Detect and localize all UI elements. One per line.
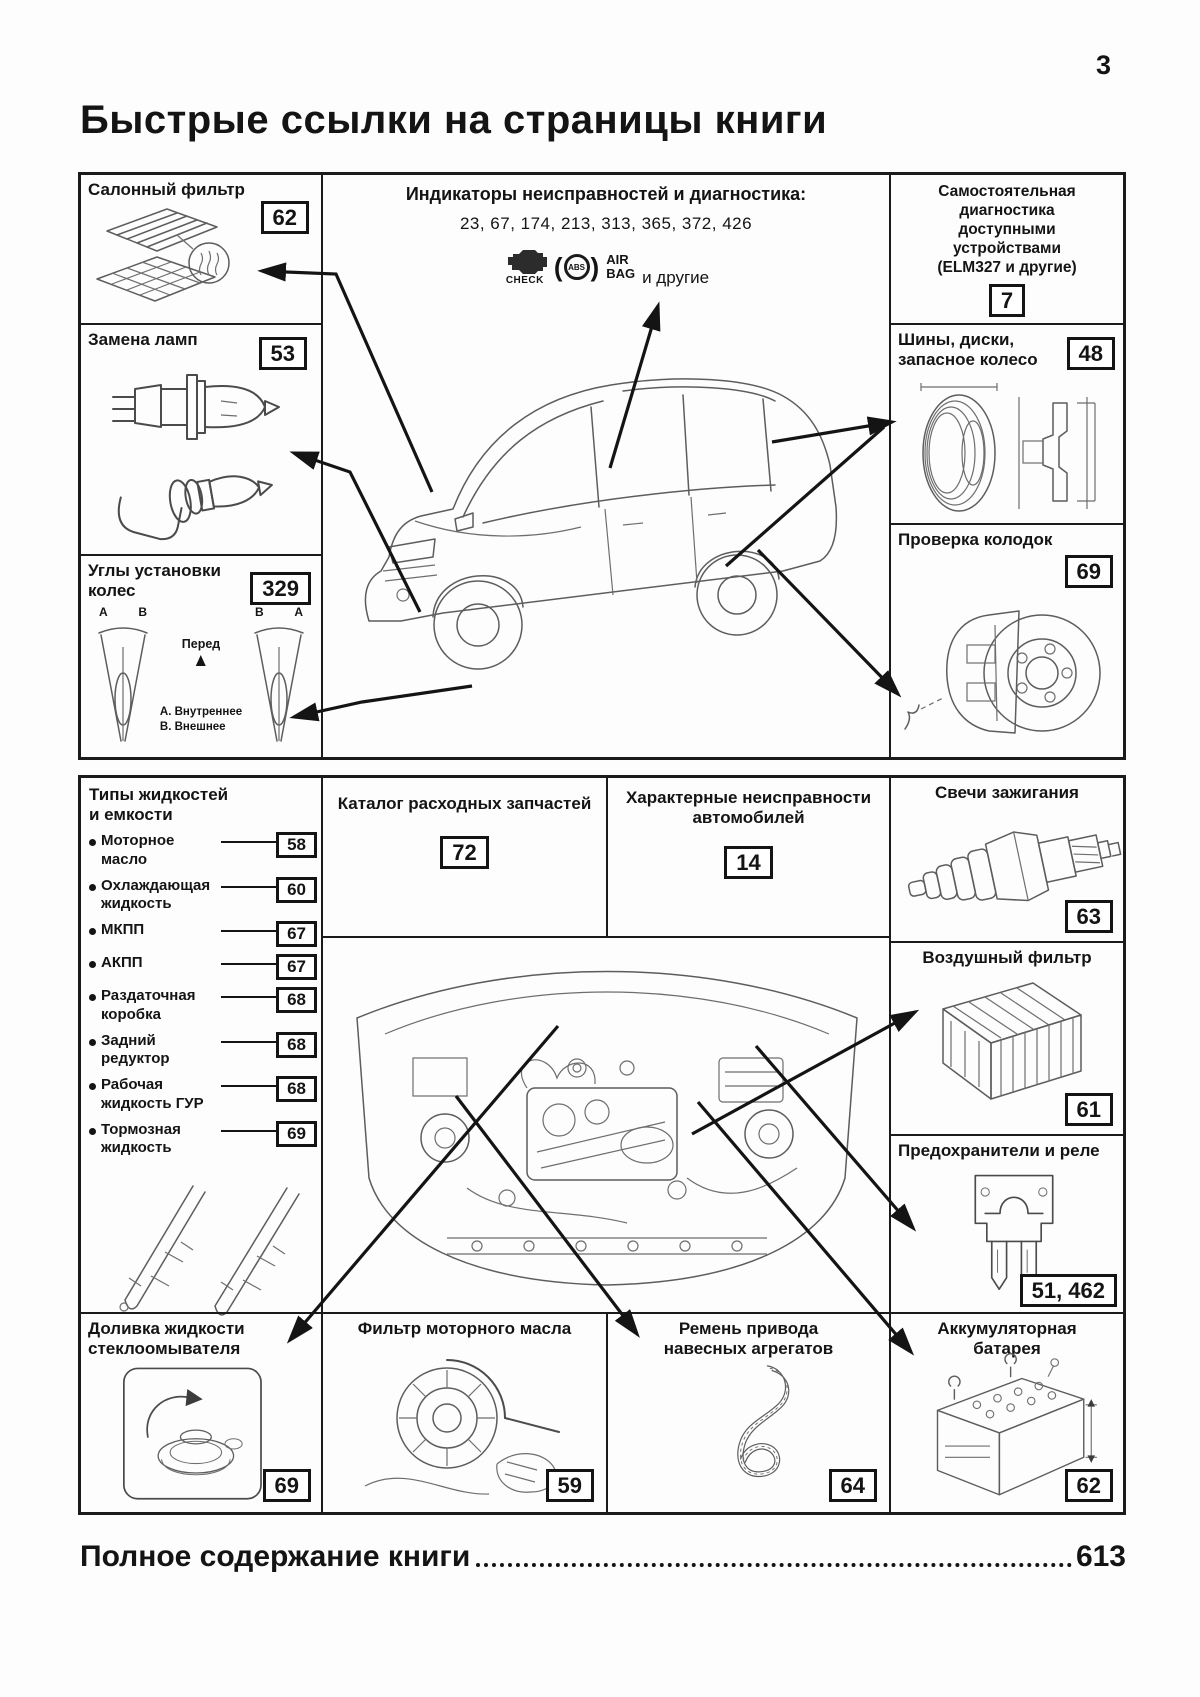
abs-warning-icon: ABS [564, 254, 590, 280]
dipsticks-illustration [97, 1164, 307, 1310]
fluids-title-line2: и емкости [89, 804, 173, 824]
bullet-icon [89, 884, 96, 891]
air-filter-title: Воздушный фильтр [922, 948, 1092, 967]
lamp-replacement-title: Замена ламп [88, 330, 198, 349]
fluid-item-manual-gearbox: МКПП 67 [89, 921, 317, 947]
cabin-filter-illustration [89, 201, 259, 321]
cell-cabin-filter [81, 175, 323, 325]
cell-battery [891, 1312, 1123, 1512]
cell-air-filter [891, 943, 1123, 1136]
cell-drive-belt [608, 1312, 891, 1512]
cell-fuses-relays [891, 1136, 1123, 1312]
front-direction-label: Перед [181, 637, 221, 652]
page-badge-cabin-filter: 62 [261, 201, 309, 234]
page-badge-fuses-relays: 51, 462 [1020, 1274, 1117, 1307]
airbag-label-line1: AIR [606, 252, 629, 268]
leader-line [221, 963, 276, 965]
cell-spark-plugs [891, 778, 1123, 943]
page-badge-parts-catalog: 72 [440, 836, 488, 869]
fluid-item-auto-gearbox: АКПП 67 [89, 954, 317, 980]
typical-faults-title-line1: Характерные неисправности [625, 788, 872, 807]
spark-plugs-title: Свечи зажигания [935, 783, 1079, 802]
indicators-more-label: и другие [642, 268, 710, 287]
washer-title-line2: стеклоомывателя [88, 1339, 241, 1359]
leader-line [221, 886, 276, 888]
page-badge-battery: 62 [1065, 1469, 1113, 1502]
cell-self-diagnostics [891, 175, 1123, 325]
tires-title-line1: Шины, диски, [898, 330, 1015, 349]
page-badge-auto-gearbox: 67 [276, 954, 317, 980]
page-number: 3 [1096, 50, 1112, 80]
page-badge-manual-gearbox: 67 [276, 921, 317, 947]
alignment-letter-b-left: B [138, 605, 147, 620]
cell-oil-filter [323, 1312, 608, 1512]
self-diag-line4: устройствами [952, 239, 1062, 257]
cell-washer-fluid [81, 1312, 323, 1512]
wheel-alignment-title-line2: колес [88, 581, 136, 601]
self-diag-line1: Самостоятельная [938, 183, 1076, 200]
page-title: Быстрые ссылки на страницы книги [80, 98, 828, 142]
page-badge-engine-oil: 58 [276, 832, 317, 858]
fluid-item-rear-diff: Задний редуктор 68 [89, 1032, 317, 1070]
brake-pads-title: Проверка колодок [898, 530, 1053, 549]
page-badge-rear-diff: 68 [276, 1032, 317, 1058]
bullet-icon [89, 839, 96, 846]
bullet-icon [89, 1039, 96, 1046]
cabin-filter-title: Салонный фильтр [88, 180, 245, 199]
washer-title-line1: Доливка жидкости [88, 1319, 245, 1338]
page-badge-wheel-alignment: 329 [250, 572, 311, 605]
car-illustration [323, 295, 883, 755]
page-badge-air-filter: 61 [1065, 1093, 1113, 1126]
fluid-item-brake-fluid: Тормозная жидкость 69 [89, 1121, 317, 1159]
page-badge-brake-fluid: 69 [276, 1121, 317, 1147]
page-badge-self-diagnostics: 7 [989, 284, 1025, 317]
footer-page-number: 613 [1075, 1540, 1126, 1573]
halogen-bulbs-illustration [103, 359, 288, 549]
front-direction-arrow-icon [196, 655, 206, 666]
page-badge-power-steering: 68 [276, 1076, 317, 1102]
self-diag-line3: доступными [958, 220, 1056, 238]
leader-line [221, 1041, 276, 1043]
wheel-alignment-diagram [81, 603, 321, 751]
alignment-letter-a-right: A [294, 605, 303, 620]
battery-title-line1: Аккумуляторная [937, 1319, 1077, 1338]
fluid-item-coolant: Охлаждающая жидкость 60 [89, 877, 317, 915]
self-diag-line5: (ELM327 и другие) [937, 258, 1077, 276]
fluid-item-engine-oil: Моторное масло 58 [89, 832, 317, 870]
brake-disc-illustration [897, 585, 1117, 753]
leader-line [221, 930, 276, 932]
tire-and-rim-illustration [901, 373, 1111, 521]
typical-faults-title-line2: автомобилей [692, 808, 805, 828]
cell-indicators-and-car [323, 175, 891, 757]
belt-title-line1: Ремень привода [678, 1319, 819, 1338]
belt-title-line2: навесных агрегатов [663, 1339, 834, 1359]
check-engine-label: CHECK [505, 275, 544, 286]
fluid-item-transfer-case: Раздаточная коробка 68 [89, 987, 317, 1025]
cell-fluid-types [81, 778, 323, 1312]
bullet-icon [89, 1083, 96, 1090]
airbag-label-line2: BAG [606, 266, 636, 281]
page-badge-coolant: 60 [276, 877, 317, 903]
parts-catalog-title: Каталог расходных запчастей [337, 794, 592, 813]
indicators-title: Индикаторы неисправностей и диагностика: [405, 184, 807, 204]
page-badge-transfer-case: 68 [276, 987, 317, 1013]
tires-title-line2: запасное колесо [898, 350, 1038, 370]
table-of-contents-link [80, 1540, 1126, 1574]
engine-bay-illustration [327, 940, 887, 1310]
fluids-title-line1: Типы жидкостей [89, 785, 229, 804]
washer-reservoir-illustration [117, 1360, 267, 1508]
bullet-icon [89, 961, 96, 968]
check-engine-icon [503, 248, 547, 274]
leader-line [221, 996, 276, 998]
leader-line [221, 1085, 276, 1087]
page-badge-washer-fluid: 69 [263, 1469, 311, 1502]
alignment-letter-a-left: A [99, 605, 108, 620]
dotted-leader [476, 1563, 1072, 1567]
page-badge-typical-faults: 14 [724, 846, 772, 879]
fuses-relays-title: Предохранители и реле [898, 1141, 1100, 1160]
engine-bay-zone [323, 938, 891, 1312]
cell-lamp-replacement [81, 325, 323, 556]
page-badge-tires-wheels: 48 [1067, 337, 1115, 370]
page-badge-spark-plugs: 63 [1065, 900, 1113, 933]
abs-paren-right: ) [590, 251, 600, 282]
section-engine-quick-links [78, 775, 1126, 1515]
page-badge-oil-filter: 59 [546, 1469, 594, 1502]
indicators-pages: 23, 67, 174, 213, 313, 365, 372, 426 [459, 214, 753, 233]
leader-line [221, 1130, 276, 1132]
section-exterior-quick-links [78, 172, 1126, 760]
cell-wheel-alignment [81, 556, 323, 757]
alignment-legend-inner: A. Внутреннее [159, 706, 243, 719]
page-badge-brake-pads: 69 [1065, 555, 1113, 588]
page-badge-drive-belt: 64 [829, 1469, 877, 1502]
bullet-icon [89, 994, 96, 1001]
camber-fan-right [247, 619, 311, 749]
camber-fan-left [91, 619, 155, 749]
fluid-item-power-steering: Рабочая жидкость ГУР 68 [89, 1076, 317, 1114]
wheel-alignment-title-line1: Углы установки [88, 561, 221, 580]
cell-typical-faults [608, 778, 891, 938]
cell-tires-wheels [891, 325, 1123, 525]
footer-label: Полное содержание книги [80, 1540, 471, 1573]
alignment-legend-outer: B. Внешнее [159, 721, 226, 734]
cell-parts-catalog [323, 778, 608, 938]
page-badge-lamp-replacement: 53 [259, 337, 307, 370]
cell-brake-pads [891, 525, 1123, 757]
battery-title-line2: батарея [973, 1339, 1041, 1359]
drive-belt-illustration [684, 1358, 824, 1508]
bullet-icon [89, 928, 96, 935]
leader-line [221, 841, 276, 843]
bullet-icon [89, 1128, 96, 1135]
abs-paren-left: ( [553, 251, 563, 282]
alignment-letter-b-right: B [255, 605, 264, 620]
self-diag-line2: диагностика [959, 201, 1055, 219]
oil-filter-title: Фильтр моторного масла [357, 1319, 572, 1338]
